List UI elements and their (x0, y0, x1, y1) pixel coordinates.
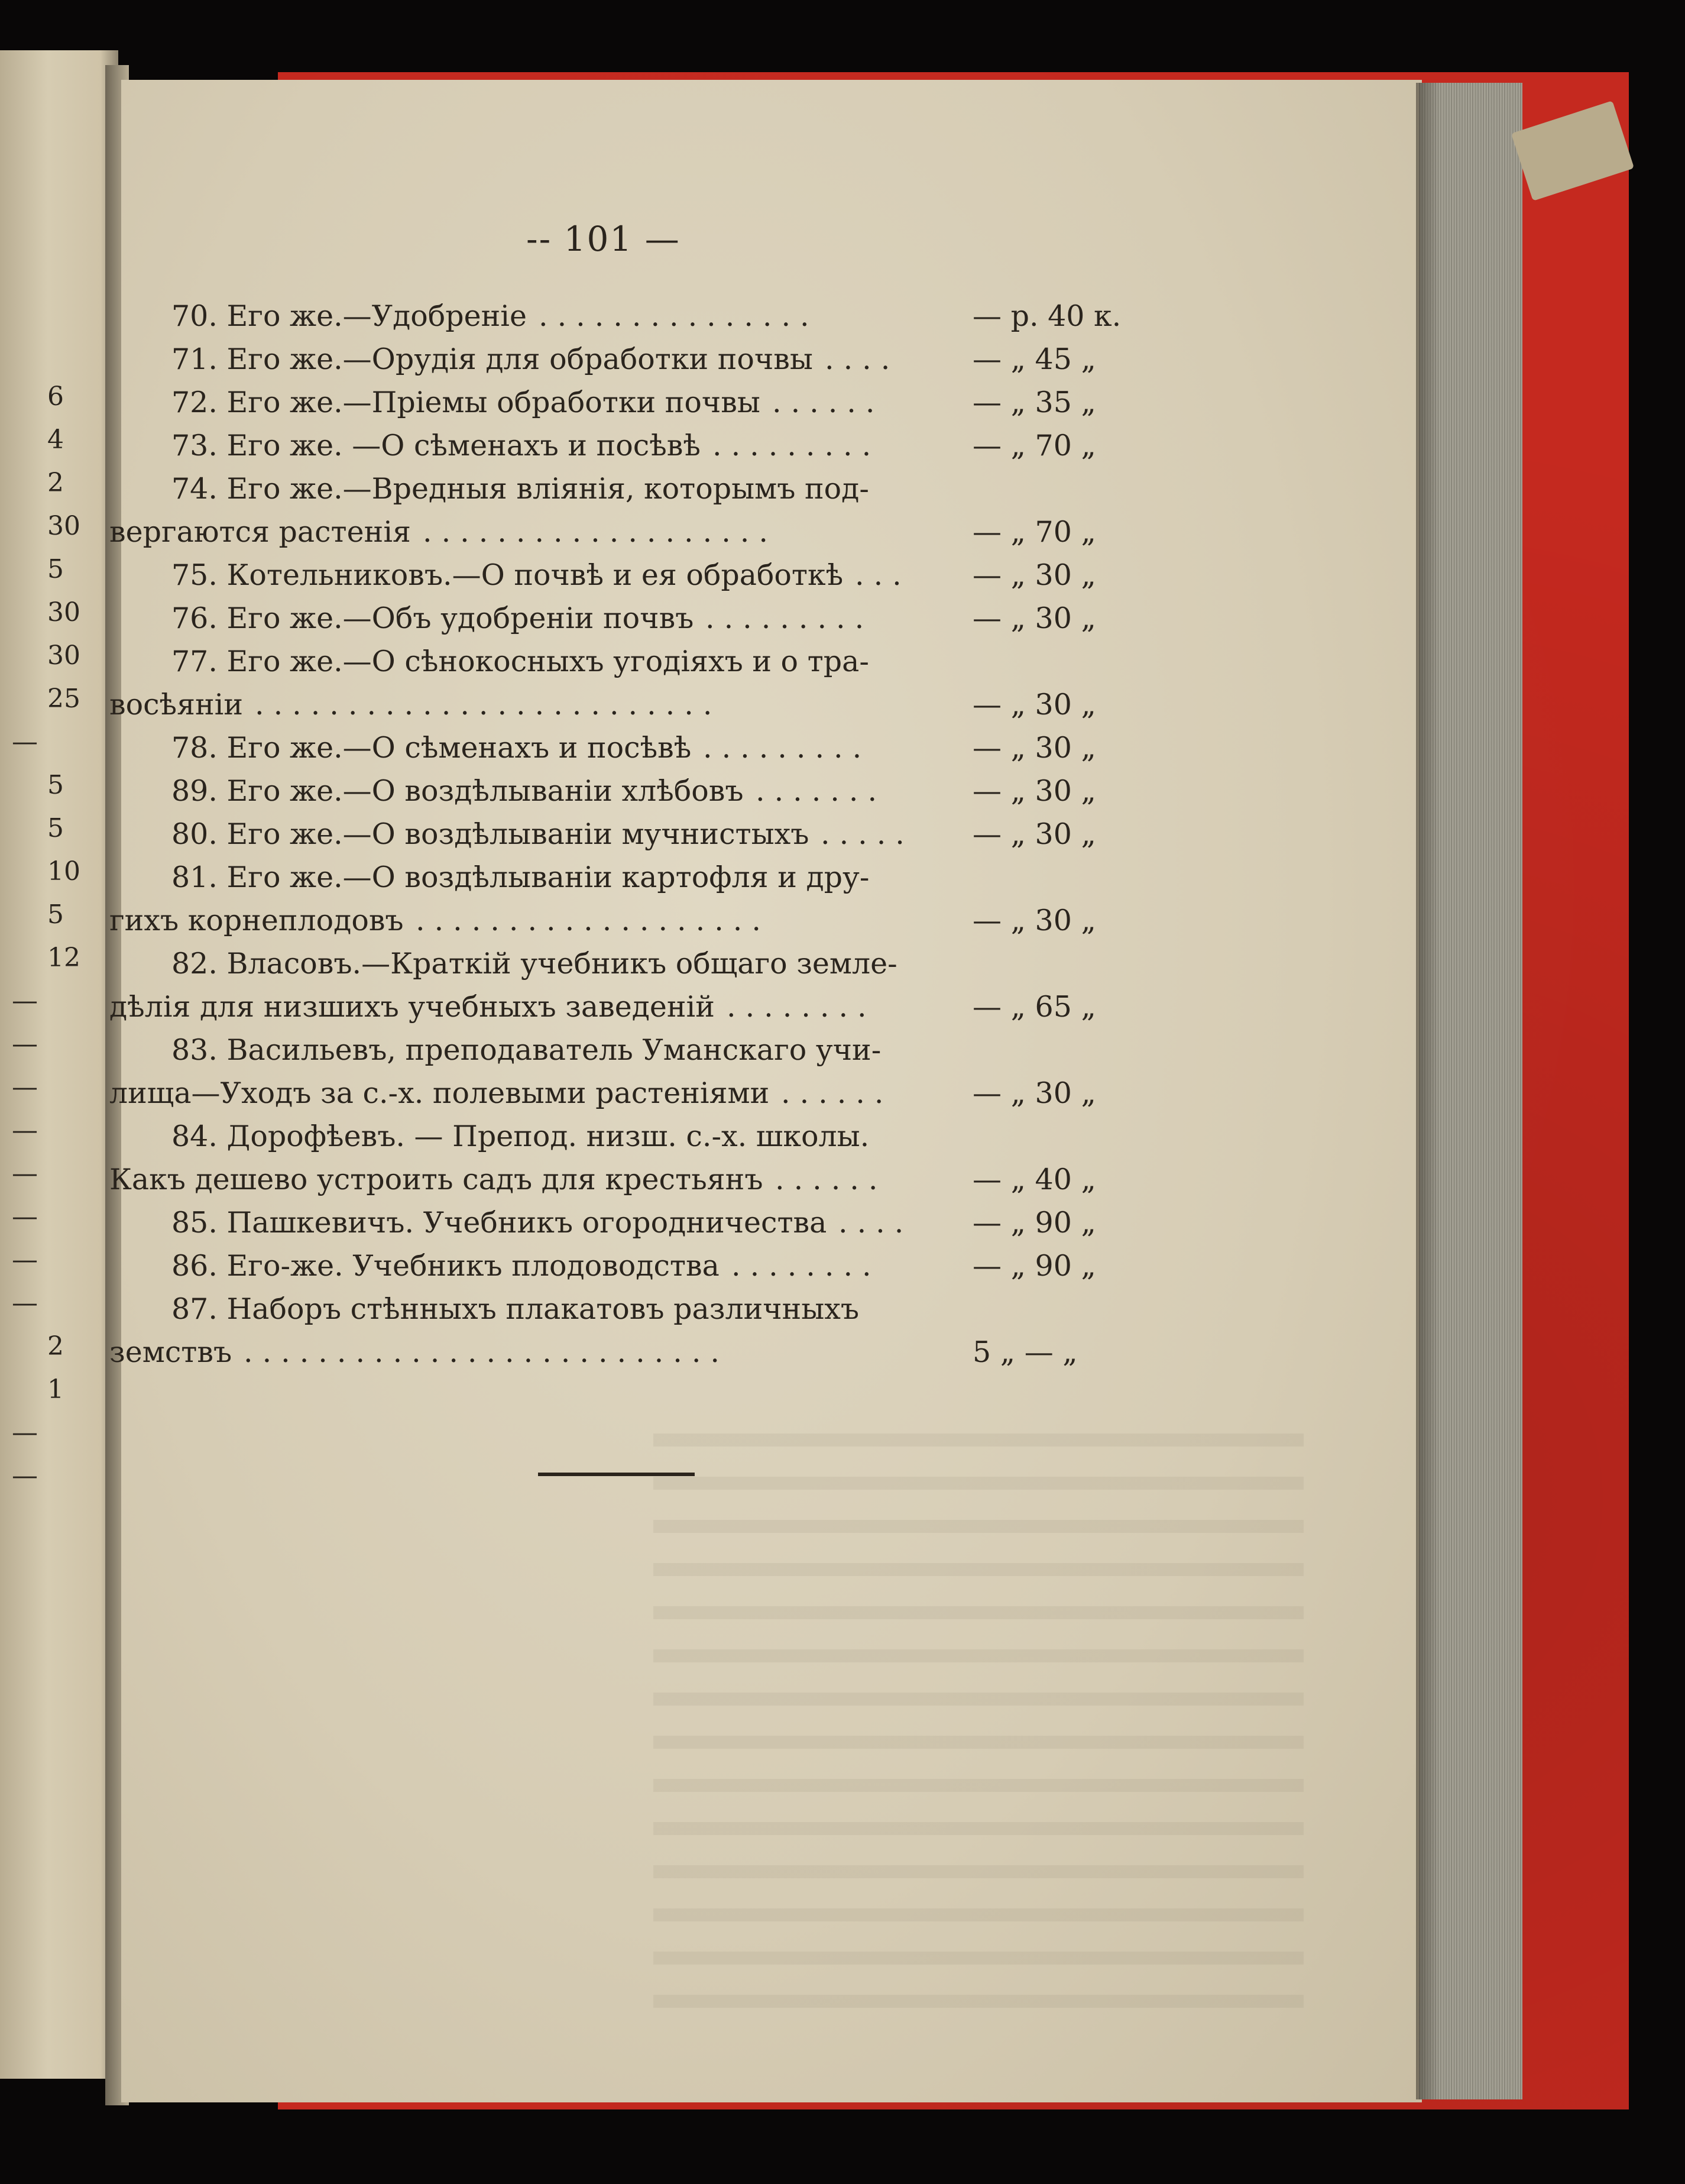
list-item (109, 683, 1129, 726)
left-fragment: — (12, 986, 38, 1016)
entry-price: — „ 30 „ (973, 558, 1096, 592)
list-item (171, 597, 1129, 640)
closing-rule (538, 1473, 695, 1476)
left-fragment: 2 (47, 468, 64, 498)
list-item (171, 1115, 1129, 1158)
entry-price: — „ 30 „ (973, 731, 1096, 765)
leader-dots: ................... (416, 904, 770, 937)
entry-text: 77. Его же.—О сѣнокосныхъ угодіяхъ и о тра- (171, 645, 869, 678)
left-fragment: 6 (47, 381, 64, 412)
list-item (109, 1072, 1129, 1115)
entry-text: лища—Уходъ за с.-х. полевыми растеніями (109, 1076, 770, 1110)
list-item (171, 1244, 1129, 1287)
leader-dots: ...... (781, 1076, 893, 1110)
entry-text: вергаются растенія (109, 515, 411, 549)
entry-text: 78. Его же.—О сѣменахъ и посѣвѣ (171, 731, 692, 765)
left-fragment: — (12, 1202, 38, 1232)
entry-text: 85. Пашкевичъ. Учебникъ огородничества (171, 1206, 827, 1240)
entry-price: — „ 30 „ (973, 904, 1096, 937)
page-number: -- 101 — (526, 219, 681, 259)
left-fragment: — (12, 1072, 38, 1102)
list-item (171, 726, 1129, 769)
list-item (171, 295, 1129, 338)
left-fragment: — (12, 1418, 38, 1448)
list-item (171, 640, 1129, 683)
left-fragment: 4 (47, 425, 64, 455)
list-item (109, 899, 1129, 942)
left-fragment: 1 (47, 1374, 64, 1405)
entry-text: дѣлія для низшихъ учебныхъ заведеній (109, 990, 715, 1024)
list-item (171, 942, 1129, 985)
entry-text: 73. Его же. —О сѣменахъ и посѣвѣ (171, 429, 701, 462)
entry-text: 84. Дорофѣевъ. — Препод. низш. с.-х. школы. (171, 1119, 870, 1153)
leader-dots: .... (838, 1206, 913, 1240)
list-item (171, 1201, 1129, 1244)
entry-text: 76. Его же.—Объ удобреніи почвъ (171, 601, 694, 635)
left-fragment: 25 (47, 684, 80, 714)
left-fragment: — (12, 1115, 38, 1146)
entry-price: — „ 30 „ (973, 774, 1096, 808)
leader-dots: ......... (703, 731, 871, 765)
entry-text: 75. Котельниковъ.—О почвѣ и ея обработкѣ (171, 558, 844, 592)
list-item (171, 1028, 1129, 1072)
entry-price: — „ 35 „ (973, 386, 1096, 419)
list-item (109, 1158, 1129, 1201)
list-item (171, 338, 1129, 381)
entry-price: — „ 90 „ (973, 1249, 1096, 1283)
entry-price: — „ 30 „ (973, 601, 1096, 635)
leader-dots: ................... (423, 515, 777, 549)
left-fragment: — (12, 1288, 38, 1318)
leader-dots: ...... (775, 1163, 887, 1196)
left-fragment: 30 (47, 511, 80, 541)
left-fragment: 5 (47, 770, 64, 800)
list-item (171, 769, 1129, 813)
leader-dots: ......... (705, 601, 874, 635)
entry-text: 72. Его же.—Пріемы обработки почвы (171, 386, 760, 419)
entry-text: 83. Васильевъ, преподаватель Уманскаго учи- (171, 1033, 882, 1067)
entry-price: — р. 40 к. (973, 299, 1122, 333)
left-fragment: 10 (47, 856, 80, 886)
leader-dots: ..... (821, 817, 914, 851)
left-fragment: 2 (47, 1331, 64, 1361)
list-item (171, 381, 1129, 424)
entry-text: 82. Власовъ.—Краткій учебникъ общаго земле- (171, 947, 897, 981)
list-item (171, 856, 1129, 899)
entry-price: — „ 40 „ (973, 1163, 1096, 1196)
entry-text: 81. Его же.—О воздѣлываніи картофля и дру- (171, 860, 870, 894)
list-item (109, 1331, 1129, 1374)
left-fragment: — (12, 1245, 38, 1275)
left-fragment: — (12, 727, 38, 757)
list-item (109, 985, 1129, 1028)
entry-price: — „ 70 „ (973, 515, 1096, 549)
entry-text: 71. Его же.—Орудія для обработки почвы (171, 342, 813, 376)
leader-dots: ...... (772, 386, 884, 419)
entry-text: 80. Его же.—О воздѣлываніи мучнистыхъ (171, 817, 809, 851)
left-fragment: 30 (47, 640, 80, 671)
entry-text: Какъ дешево устроить садъ для крестьянъ (109, 1163, 763, 1196)
entry-text: гихъ корнеплодовъ (109, 904, 404, 937)
left-fragment: 5 (47, 900, 64, 930)
entry-price: — „ 90 „ (973, 1206, 1096, 1240)
left-fragment: — (12, 1159, 38, 1189)
leader-dots: ....... (756, 774, 887, 808)
list-item (109, 510, 1129, 554)
leader-dots: .... (825, 342, 900, 376)
list-item (171, 424, 1129, 467)
entry-price: — „ 65 „ (973, 990, 1096, 1024)
left-page (0, 50, 118, 2079)
entry-text: земствъ (109, 1335, 232, 1369)
entry-text: 74. Его же.—Вредныя вліянія, которымъ под- (171, 472, 869, 506)
entry-text: 70. Его же.—Удобреніе (171, 299, 527, 333)
entry-price: — „ 30 „ (973, 688, 1096, 721)
list-item (171, 554, 1129, 597)
entry-price: — „ 30 „ (973, 1076, 1096, 1110)
entry-price: 5 „ — „ (973, 1335, 1078, 1369)
leader-dots: ......................... (255, 688, 722, 721)
left-fragment: — (12, 1029, 38, 1059)
left-fragment: — (12, 1461, 38, 1491)
left-fragment: 30 (47, 597, 80, 627)
bleed-through-text (653, 1416, 1304, 2008)
entry-price: — „ 70 „ (973, 429, 1096, 462)
entry-price: — „ 30 „ (973, 817, 1096, 851)
leader-dots: ............... (539, 299, 819, 333)
leader-dots: ......... (712, 429, 881, 462)
list-item (171, 813, 1129, 856)
leader-dots: ........ (727, 990, 876, 1024)
leader-dots: ........ (731, 1249, 881, 1283)
entry-text: 87. Наборъ стѣнныхъ плакатовъ различныхъ (171, 1292, 860, 1326)
leader-dots: .......................... (244, 1335, 729, 1369)
list-item (171, 467, 1129, 510)
left-fragment: 5 (47, 813, 64, 843)
entry-price: — „ 45 „ (973, 342, 1096, 376)
left-fragment: 5 (47, 554, 64, 584)
entry-text: 86. Его-же. Учебникъ плодоводства (171, 1249, 720, 1283)
left-fragment: 12 (47, 943, 80, 973)
entry-text: восѣяніи (109, 688, 243, 721)
leader-dots: ... (855, 558, 911, 592)
list-item (171, 1287, 1129, 1331)
entry-text: 89. Его же.—О воздѣлываніи хлѣбовъ (171, 774, 744, 808)
